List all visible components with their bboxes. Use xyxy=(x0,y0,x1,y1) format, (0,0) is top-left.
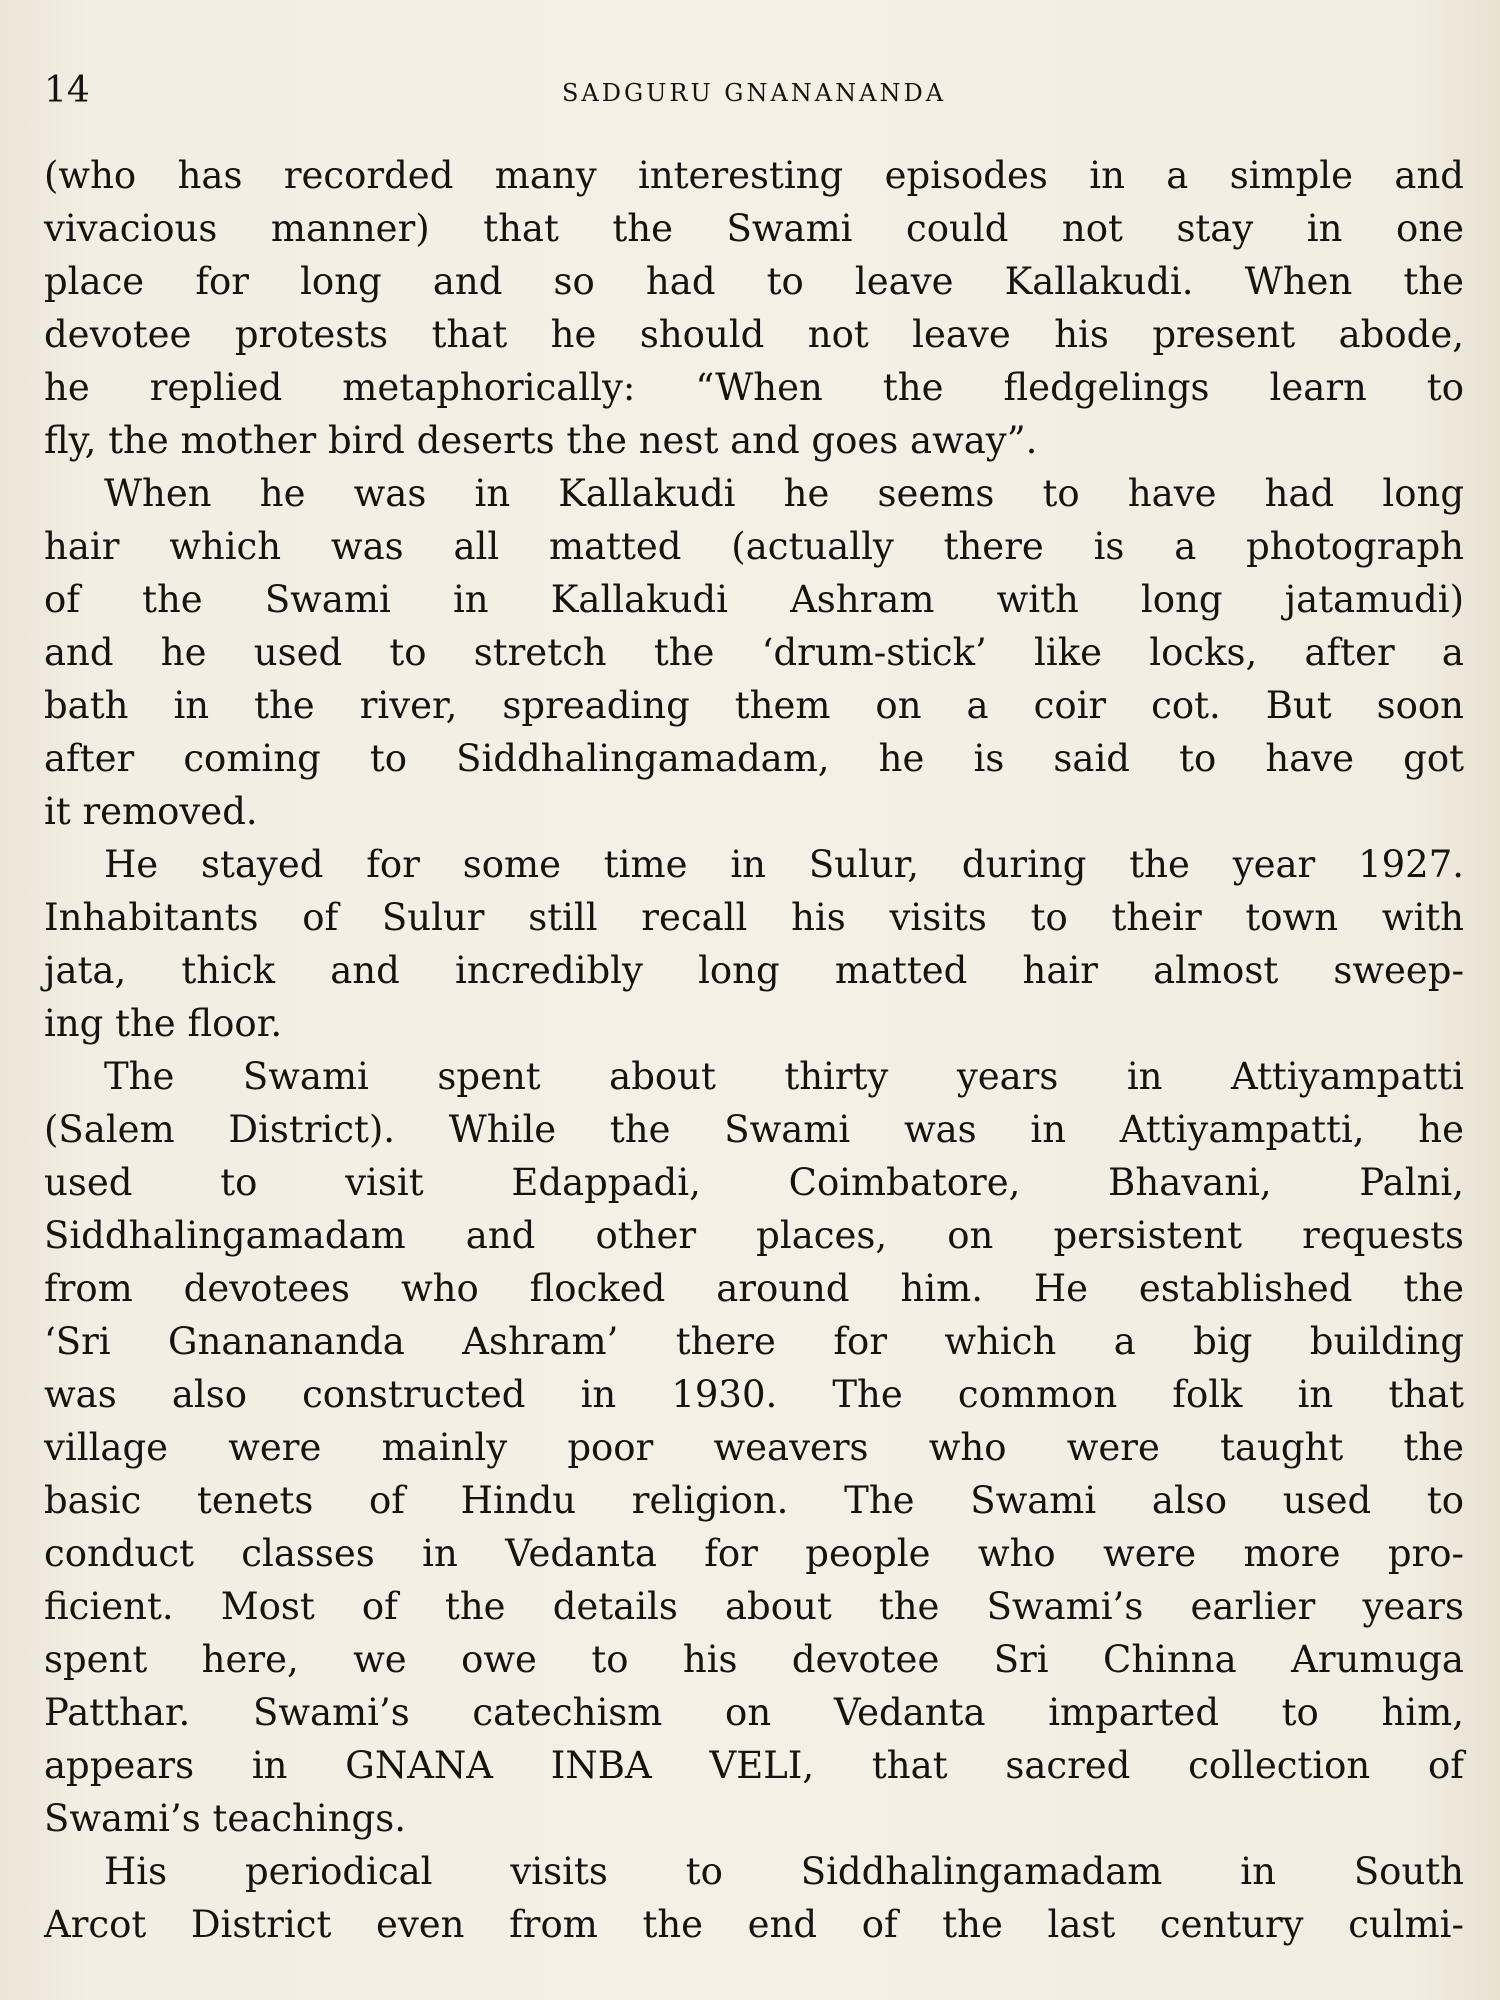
text-line: When he was in Kallakudi he seems to have had long xyxy=(104,472,1464,515)
text-line: vivacious manner) that the Swami could not stay in one xyxy=(44,207,1464,250)
text-line: He stayed for some time in Sulur, during the year 1927. xyxy=(104,843,1464,886)
text-line: used to visit Edappadi, Coimbatore, Bhavani, Palni, xyxy=(44,1161,1464,1204)
text-line: it removed. xyxy=(44,790,258,833)
text-line: Inhabitants of Sulur still recall his visits to their town with xyxy=(44,896,1464,939)
text-line: ing the floor. xyxy=(44,1002,283,1045)
text-line: and he used to stretch the ‘drum-stick’ like locks, after a xyxy=(44,631,1464,674)
text-line: Patthar. Swami’s catechism on Vedanta imparted to him, xyxy=(44,1691,1464,1734)
text-line: ficient. Most of the details about the Swami’s earlier years xyxy=(44,1585,1464,1628)
text-line: bath in the river, spreading them on a coir cot. But soon xyxy=(44,684,1464,727)
text-line: (Salem District). While the Swami was in Attiyampatti, he xyxy=(44,1108,1464,1151)
text-line: appears in GNANA INBA VELI, that sacred collection of xyxy=(44,1744,1464,1787)
text-line: of the Swami in Kallakudi Ashram with long jatamudi) xyxy=(44,578,1464,621)
text-line: basic tenets of Hindu religion. The Swami also used to xyxy=(44,1479,1464,1522)
running-title: SADGURU GNANANANDA xyxy=(561,79,947,107)
text-line: fly, the mother bird deserts the nest and goes away”. xyxy=(44,419,1038,462)
text-line: jata, thick and incredibly long matted hair almost sweep- xyxy=(44,949,1464,992)
text-line: His periodical visits to Siddhalingamadam in South xyxy=(104,1850,1464,1893)
text-line: Siddhalingamadam and other places, on persistent requests xyxy=(44,1214,1464,1257)
text-line: place for long and so had to leave Kallakudi. When the xyxy=(44,260,1464,303)
text-line: devotee protests that he should not leave his present abode, xyxy=(44,313,1464,356)
text-line: ‘Sri Gnanananda Ashram’ there for which a big building xyxy=(44,1320,1464,1363)
text-line: Swami’s teachings. xyxy=(44,1797,406,1840)
text-line: conduct classes in Vedanta for people who were more pro- xyxy=(44,1532,1464,1575)
text-line: was also constructed in 1930. The common folk in that xyxy=(44,1373,1464,1416)
text-line: village were mainly poor weavers who were taught the xyxy=(44,1426,1464,1469)
text-line: The Swami spent about thirty years in Attiyampatti xyxy=(104,1055,1464,1098)
text-line: he replied metaphorically: “When the fledgelings learn to xyxy=(44,366,1464,409)
page-number: 14 xyxy=(44,70,90,111)
text-line: (who has recorded many interesting episodes in a simple and xyxy=(44,154,1464,197)
page-header xyxy=(44,66,1464,116)
text-line: spent here, we owe to his devotee Sri Chinna Arumuga xyxy=(44,1638,1464,1681)
text-line: Arcot District even from the end of the last century culmi- xyxy=(44,1903,1464,1946)
text-line: from devotees who flocked around him. He established the xyxy=(44,1267,1464,1310)
text-line: hair which was all matted (actually there is a photograph xyxy=(44,525,1464,568)
body-text xyxy=(44,149,1464,1951)
text-line: after coming to Siddhalingamadam, he is said to have got xyxy=(44,737,1464,780)
